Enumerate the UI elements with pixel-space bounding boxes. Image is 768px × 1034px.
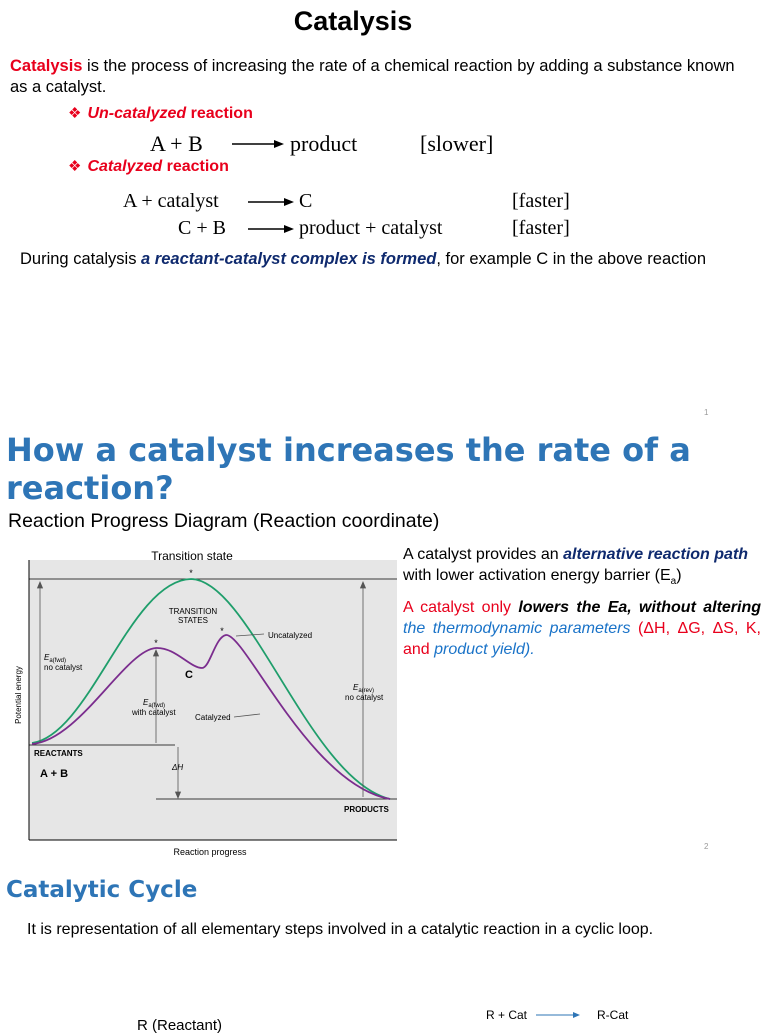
alternative-path-text bbox=[403, 544, 761, 592]
p1-emphasis: alternative reaction path bbox=[563, 546, 749, 563]
uncatalyzed-label: Uncatalyzed bbox=[268, 631, 313, 640]
c-intermediate-label: C bbox=[185, 669, 193, 681]
ea-rev-sublabel: no catalyst bbox=[345, 693, 384, 702]
eq2-note: [faster] bbox=[512, 190, 570, 212]
p2-d: (ΔH, ΔG, ΔS, K, and bbox=[403, 620, 761, 658]
ea-cat-label: $E_{a(fwd)}$ bbox=[143, 698, 166, 709]
bullet-uncatalyzed bbox=[68, 104, 253, 123]
eq1-note: [slower] bbox=[420, 131, 494, 156]
eq3-arrow-icon bbox=[246, 222, 296, 236]
transition-state-label: Transition state bbox=[151, 549, 233, 563]
cycle-step-left: R + Cat bbox=[486, 1008, 528, 1022]
cycle-step-arrow-icon bbox=[534, 1010, 582, 1020]
ea-cat-sublabel: with catalyst bbox=[132, 708, 176, 717]
eq2-right: C bbox=[299, 190, 313, 212]
lowers-ea-text bbox=[403, 597, 761, 660]
delta-h-label: ΔH bbox=[172, 763, 184, 772]
cycle-step-right: R-Cat bbox=[597, 1008, 629, 1022]
complex-sentence bbox=[20, 249, 765, 270]
page-number-1: 1 bbox=[704, 408, 709, 417]
bullet2-italic: Catalyzed bbox=[87, 158, 163, 175]
eq3-note: [faster] bbox=[512, 217, 570, 239]
eq3-left: C + B bbox=[178, 217, 226, 239]
diamond-bullet-icon: ❖ bbox=[68, 105, 82, 122]
ts-star: * bbox=[189, 568, 193, 578]
p1-end: ) bbox=[676, 567, 682, 584]
bullet2-rest: reaction bbox=[162, 158, 229, 175]
complex-emphasis: a reactant-catalyst complex is formed bbox=[141, 250, 437, 268]
p2-c: the thermodynamic parameters bbox=[403, 620, 631, 637]
ea-rev-label: $E_{a(rev)}$ bbox=[353, 683, 375, 694]
reactant-cut-label: R (Reactant) bbox=[137, 1017, 223, 1034]
eq1-arrow-icon bbox=[230, 137, 286, 151]
ea-nocat-sublabel: no catalyst bbox=[44, 663, 83, 672]
bullet1-italic: Un-catalyzed bbox=[87, 105, 187, 122]
reactants-label: REACTANTS bbox=[34, 749, 83, 758]
reaction-progress-diagram bbox=[10, 540, 402, 862]
ea-nocat-label: $E_{a(fwd)}$ bbox=[44, 653, 67, 664]
p2-a: A catalyst only bbox=[403, 599, 519, 616]
transition-states-label-1: TRANSITION bbox=[168, 607, 218, 616]
slide2-title: How a catalyst increases the rate of a reaction? bbox=[6, 431, 691, 507]
complex-post: , for example C in the above reaction bbox=[436, 250, 706, 268]
diamond-bullet-icon: ❖ bbox=[68, 158, 82, 175]
slide2-subtitle: Reaction Progress Diagram (Reaction coordinate) bbox=[8, 510, 440, 532]
products-label: PRODUCTS bbox=[344, 805, 389, 814]
y-axis-label: Potential energy bbox=[14, 666, 23, 724]
transition-states-label-2: STATES bbox=[178, 616, 208, 625]
eq3-right: product + catalyst bbox=[299, 217, 443, 239]
catalyzed-label: Catalyzed bbox=[195, 713, 231, 722]
catalysis-definition bbox=[10, 56, 750, 98]
p1-sub: a bbox=[670, 576, 677, 588]
p1-pre: A catalyst provides an bbox=[403, 546, 564, 563]
definition-term: Catalysis bbox=[10, 57, 83, 75]
page-number-2: 2 bbox=[704, 842, 709, 851]
ts-star-cat1: * bbox=[154, 638, 158, 648]
definition-text: is the process of increasing the rate of a chemical reaction by adding a substance known as a catalyst. bbox=[10, 57, 735, 96]
p2-e: product yield). bbox=[434, 641, 535, 658]
p1-post: with lower activation energy barrier (E bbox=[403, 567, 671, 584]
eq1-left: A + B bbox=[150, 131, 203, 156]
eq2-left: A + catalyst bbox=[123, 190, 219, 212]
bullet1-rest: reaction bbox=[186, 105, 253, 122]
catalytic-cycle-text: It is representation of all elementary steps involved in a catalytic reaction in a cyclic loop. bbox=[27, 921, 654, 938]
slide1-title: Catalysis bbox=[293, 6, 413, 36]
p2-b: lowers the Ea, without altering bbox=[518, 599, 762, 616]
ts-star-cat2: * bbox=[220, 626, 224, 636]
x-axis-label: Reaction progress bbox=[173, 847, 247, 857]
bullet-catalyzed bbox=[68, 157, 229, 176]
eq2-arrow-icon bbox=[246, 195, 296, 209]
complex-pre: During catalysis bbox=[20, 250, 142, 268]
eq1-right: product bbox=[290, 131, 358, 156]
a-plus-b-label: A + B bbox=[40, 768, 69, 780]
slide3-title: Catalytic Cycle bbox=[6, 877, 198, 903]
